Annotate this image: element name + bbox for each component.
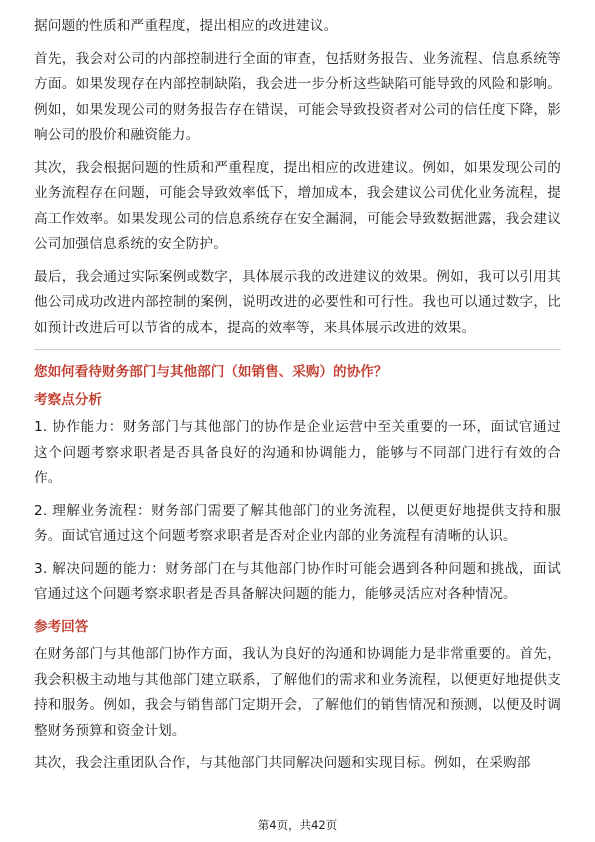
analysis-point-1: 1. 协作能力：财务部门与其他部门的协作是企业运营中至关重要的一环，面试官通过这个问题考察求职者是否具备良好的沟通和协调能力，能够与不同部门进行有效的合作。 (34, 419, 561, 486)
reference-paragraph-2: 其次，我会注重团队合作，与其他部门共同解决问题和实现目标。例如，在采购部 (34, 755, 531, 771)
analysis-point-3: 3. 解决问题的能力：财务部门在与其他部门协作时可能会遇到各种问题和挑战，面试官通过这个问题考察求职者是否具备解决问题的能力，能够灵活应对各种情况。 (34, 560, 561, 602)
question-heading: 您如何看待财务部门与其他部门（如销售、采购）的协作？ (34, 364, 388, 380)
answer-paragraph-second: 其次，我会根据问题的性质和严重程度，提出相应的改进建议。例如，如果发现公司的业务流程存在问题，可能会导致效率低下，增加成本，我会建议公司优化业务流程，提高工作效率。如果发现公司的信息系统存在安全漏洞，可能会导致数据泄露，我会建议公司加强信息系统的安全防护。 (34, 159, 561, 252)
analysis-point-2: 2. 理解业务流程：财务部门需要了解其他部门的业务流程，以便更好地提供支持和服务。面试官通过这个问题考察求职者是否对企业内部的业务流程有清晰的认识。 (34, 502, 561, 544)
analysis-heading: 考察点分析 (34, 391, 102, 408)
page-footer: 第4页，共42页 (257, 818, 338, 832)
intro-tail-paragraph: 据问题的性质和严重程度，提出相应的改进建议。 (34, 18, 338, 34)
reference-paragraph-1: 在财务部门与其他部门协作方面，我认为良好的沟通和协调能力是非常重要的。首先，我会积极主动地与其他部门建立联系，了解他们的需求和业务流程，以便更好地提供支持和服务。例如，我会与销售部门定期开会，了解他们的销售情况和预测，以便及时调整财务预算和资金计划。 (34, 646, 561, 739)
document-page (34, 14, 561, 784)
answer-paragraph-last: 最后，我会通过实际案例或数字，具体展示我的改进建议的效果。例如，我可以引用其他公司成功改进内部控制的案例，说明改进的必要性和可行性。我也可以通过数字，比如预计改进后可以节省的成本，提高的效率等，来具体展示改进的效果。 (34, 268, 561, 336)
section-divider (34, 349, 561, 350)
reference-heading: 参考回答 (34, 618, 89, 635)
answer-paragraph-first: 首先，我会对公司的内部控制进行全面的审查，包括财务报告、业务流程、信息系统等方面。如果发现存在内部控制缺陷，我会进一步分析这些缺陷可能导致的风险和影响。例如，如果发现公司的财务报告存在错误，可能会导致投资者对公司的信任度下降，影响公司的股价和融资能力。 (34, 50, 561, 143)
